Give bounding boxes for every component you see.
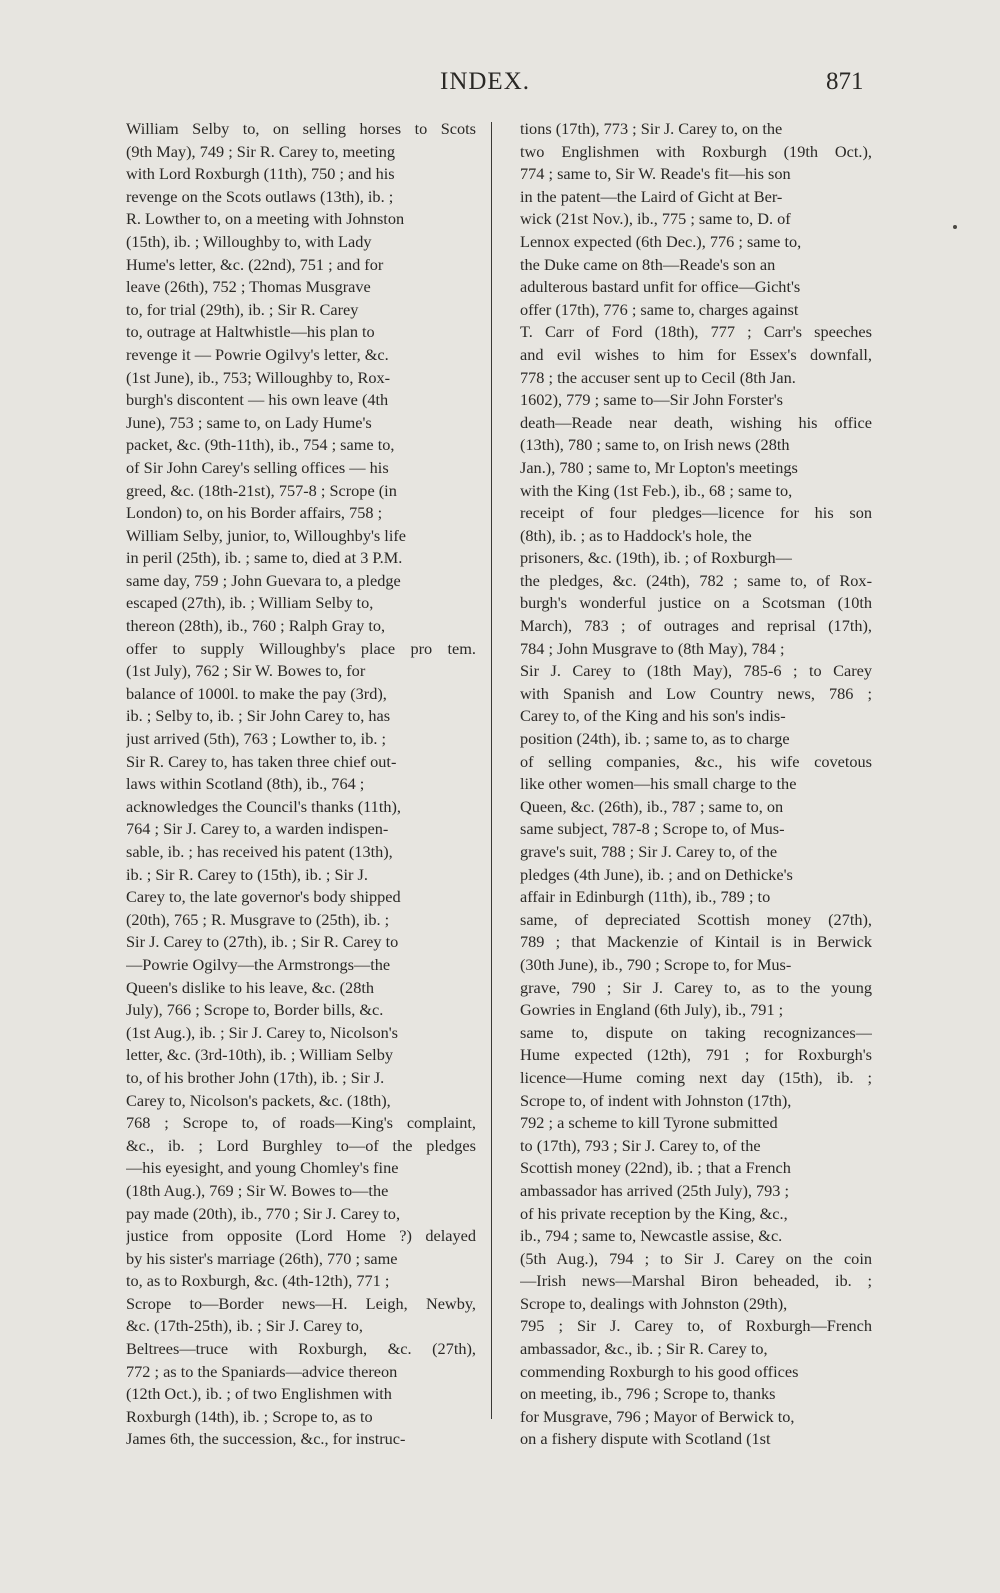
index-line: (1st Aug.), ib. ; Sir J. Carey to, Nicolson's bbox=[126, 1022, 399, 1042]
index-line: to, as to Roxburgh, &c. (4th-12th), 771 ; bbox=[126, 1271, 390, 1291]
index-line: in the patent—the Laird of Gicht at Ber- bbox=[520, 186, 783, 206]
index-line: offer (17th), 776 ; same to, charges against bbox=[520, 299, 799, 319]
index-line: of his private reception by the King, &c., bbox=[520, 1203, 788, 1223]
index-line: 772 ; as to the Spaniards—advice thereon bbox=[126, 1361, 398, 1381]
index-line: greed, &c. (18th-21st), 757-8 ; Scrope (in bbox=[126, 480, 397, 500]
index-line: —his eyesight, and young Chomley's fine bbox=[126, 1158, 399, 1178]
index-line: balance of 1000l. to make the pay (3rd), bbox=[126, 683, 387, 703]
index-line: March), 783 ; of outrages and reprisal (17th), bbox=[520, 616, 872, 636]
index-line: revenge it — Powrie Ogilvy's letter, &c. bbox=[126, 344, 389, 364]
index-line: justice from opposite (Lord Home ?) delayed bbox=[126, 1226, 476, 1246]
index-line: sable, ib. ; has received his patent (13th), bbox=[126, 842, 393, 861]
index-line: (15th), ib. ; Willoughby to, with Lady bbox=[126, 231, 372, 251]
index-line: to, for trial (29th), ib. ; Sir R. Carey bbox=[126, 299, 359, 319]
index-line: grave, 790 ; Sir J. Carey to, as to the young bbox=[520, 977, 872, 997]
index-line: 1602), 779 ; same to—Sir John Forster's bbox=[520, 390, 783, 410]
index-line: Beltrees—truce with Roxburgh, &c. (27th), bbox=[126, 1339, 476, 1359]
index-line: pay made (20th), ib., 770 ; Sir J. Carey to, bbox=[126, 1203, 401, 1223]
index-line: by his sister's marriage (26th), 770 ; same bbox=[126, 1248, 398, 1268]
index-line: (20th), 765 ; R. Musgrave to (25th), ib. ; bbox=[126, 909, 390, 929]
index-line: letter, &c. (3rd-10th), ib. ; William Selby bbox=[126, 1045, 393, 1065]
index-line: (13th), 780 ; same to, on Irish news (28th bbox=[520, 435, 790, 455]
index-line: wick (21st Nov.), ib., 775 ; same to, D. of bbox=[520, 209, 791, 229]
index-line: London) to, on his Border affairs, 758 ; bbox=[126, 503, 383, 523]
index-line: thereon (28th), ib., 760 ; Ralph Gray to, bbox=[126, 616, 386, 636]
left-column bbox=[126, 118, 476, 1451]
index-line: James 6th, the succession, &c., for instruc- bbox=[126, 1429, 406, 1449]
index-line: 774 ; same to, Sir W. Reade's fit—his son bbox=[520, 164, 791, 184]
index-line: &c., ib. ; Lord Burghley to—of the pledges bbox=[126, 1135, 476, 1155]
index-line: like other women—his small charge to the bbox=[520, 774, 797, 794]
index-line: in peril (25th), ib. ; same to, died at 3 P.M. bbox=[126, 548, 403, 568]
index-line: adulterous bastard unfit for office—Gicht's bbox=[520, 277, 801, 297]
index-line: 789 ; that Mackenzie of Kintail is in Berwick bbox=[520, 932, 872, 952]
index-line: (5th Aug.), 794 ; to Sir J. Carey on the coin bbox=[520, 1248, 872, 1268]
index-line: Sir R. Carey to, has taken three chief out- bbox=[126, 751, 397, 771]
index-line: T. Carr of Ford (18th), 777 ; Carr's speeches bbox=[520, 322, 872, 342]
index-line: acknowledges the Council's thanks (11th), bbox=[126, 796, 401, 816]
index-line: June), 753 ; same to, on Lady Hume's bbox=[126, 412, 372, 432]
index-line: (8th), ib. ; as to Haddock's hole, the bbox=[520, 525, 752, 545]
index-line: —Powrie Ogilvy—the Armstrongs—the bbox=[126, 954, 391, 974]
index-line: same subject, 787-8 ; Scrope to, of Mus- bbox=[520, 819, 785, 839]
index-line: 795 ; Sir J. Carey to, of Roxburgh—French bbox=[520, 1316, 872, 1336]
index-line: William Selby, junior, to, Willoughby's life bbox=[126, 525, 406, 545]
index-line: &c. (17th-25th), ib. ; Sir J. Carey to, bbox=[126, 1316, 363, 1336]
index-line: 792 ; a scheme to kill Tyrone submitted bbox=[520, 1113, 778, 1133]
index-line: ambassador has arrived (25th July), 793 ; bbox=[520, 1180, 790, 1200]
index-line: of selling companies, &c., his wife covetous bbox=[520, 751, 872, 771]
index-line: revenge on the Scots outlaws (13th), ib. ; bbox=[126, 186, 394, 206]
index-line: burgh's discontent — his own leave (4th bbox=[126, 390, 389, 410]
index-line: R. Lowther to, on a meeting with Johnston bbox=[126, 209, 405, 229]
index-line: 784 ; John Musgrave to (8th May), 784 ; bbox=[520, 638, 785, 658]
index-line: to (17th), 793 ; Sir J. Carey to, of the bbox=[520, 1135, 761, 1155]
index-line: (30th June), ib., 790 ; Scrope to, for Mus- bbox=[520, 954, 792, 974]
index-line: on meeting, ib., 796 ; Scrope to, thanks bbox=[520, 1384, 776, 1404]
index-line: Carey to, the late governor's body shipped bbox=[126, 887, 401, 907]
index-line: Scrope to, of indent with Johnston (17th), bbox=[520, 1090, 792, 1110]
index-line: same day, 759 ; John Guevara to, a pledge bbox=[126, 570, 401, 590]
index-line: with the King (1st Feb.), ib., 68 ; same to, bbox=[520, 480, 793, 500]
index-line: Lennox expected (6th Dec.), 776 ; same to, bbox=[520, 231, 802, 251]
index-line: grave's suit, 788 ; Sir J. Carey to, of the bbox=[520, 842, 778, 861]
index-line: Gowries in England (6th July), ib., 791 ; bbox=[520, 1000, 784, 1020]
index-line: Queen, &c. (26th), ib., 787 ; same to, on bbox=[520, 796, 784, 816]
index-line: Hume's letter, &c. (22nd), 751 ; and for bbox=[126, 254, 384, 274]
index-line: burgh's wonderful justice on a Scotsman (10th bbox=[520, 593, 872, 613]
index-line: Hume expected (12th), 791 ; for Roxburgh's bbox=[520, 1045, 872, 1065]
index-line: 764 ; Sir J. Carey to, a warden indispen- bbox=[126, 819, 389, 839]
index-line: (1st June), ib., 753; Willoughby to, Rox- bbox=[126, 367, 391, 387]
index-line: with Spanish and Low Country news, 786 ; bbox=[520, 683, 872, 703]
index-line: (18th Aug.), 769 ; Sir W. Bowes to—the bbox=[126, 1180, 389, 1200]
index-line: Scrope to—Border news—H. Leigh, Newby, bbox=[126, 1293, 476, 1313]
index-line: 778 ; the accuser sent up to Cecil (8th Jan. bbox=[520, 367, 796, 387]
index-line: prisoners, &c. (19th), ib. ; of Roxburgh— bbox=[520, 548, 792, 568]
index-line: just arrived (5th), 763 ; Lowther to, ib. ; bbox=[126, 729, 386, 749]
index-line: Carey to, Nicolson's packets, &c. (18th), bbox=[126, 1090, 391, 1110]
index-line: same to, dispute on taking recognizances— bbox=[520, 1022, 872, 1042]
index-line: Carey to, of the King and his son's indis- bbox=[520, 706, 786, 726]
index-line: Scrope to, dealings with Johnston (29th), bbox=[520, 1293, 788, 1313]
running-title: INDEX. bbox=[440, 68, 531, 95]
index-line: to, outrage at Haltwhistle—his plan to bbox=[126, 322, 375, 342]
index-line: the Duke came on 8th—Reade's son an bbox=[520, 254, 776, 274]
column-divider bbox=[491, 122, 492, 1419]
index-line: commending Roxburgh to his good offices bbox=[520, 1361, 799, 1381]
index-line: two Englishmen with Roxburgh (19th Oct.), bbox=[520, 141, 872, 161]
index-line: Sir J. Carey to (18th May), 785-6 ; to Carey bbox=[520, 661, 872, 681]
index-line: death—Reade near death, wishing his office bbox=[520, 412, 872, 432]
page-number: 871 bbox=[826, 68, 864, 95]
index-line: the pledges, &c. (24th), 782 ; same to, of Rox- bbox=[520, 570, 872, 590]
index-line: same, of depreciated Scottish money (27th), bbox=[520, 909, 872, 929]
index-line: with Lord Roxburgh (11th), 750 ; and his bbox=[126, 164, 395, 184]
print-speck bbox=[953, 225, 957, 229]
index-line: position (24th), ib. ; same to, as to charge bbox=[520, 729, 790, 749]
index-line: Roxburgh (14th), ib. ; Scrope to, as to bbox=[126, 1406, 373, 1426]
right-column bbox=[520, 118, 872, 1451]
index-line: laws within Scotland (8th), ib., 764 ; bbox=[126, 774, 365, 794]
index-line: Sir J. Carey to (27th), ib. ; Sir R. Carey to bbox=[126, 932, 399, 952]
index-line: William Selby to, on selling horses to Scots bbox=[126, 119, 476, 138]
index-line: of Sir John Carey's selling offices — his bbox=[126, 457, 389, 477]
index-line: to, of his brother John (17th), ib. ; Sir J. bbox=[126, 1067, 385, 1087]
index-line: (12th Oct.), ib. ; of two Englishmen with bbox=[126, 1384, 392, 1404]
index-line: ambassador, &c., ib. ; Sir R. Carey to, bbox=[520, 1339, 768, 1359]
index-line: offer to supply Willoughby's place pro tem. bbox=[126, 638, 476, 658]
index-line: —Irish news—Marshal Biron beheaded, ib. ; bbox=[520, 1271, 872, 1291]
index-line: (1st July), 762 ; Sir W. Bowes to, for bbox=[126, 661, 366, 681]
index-line: ib., 794 ; same to, Newcastle assise, &c. bbox=[520, 1226, 783, 1246]
index-line: affair in Edinburgh (11th), ib., 789 ; to bbox=[520, 887, 771, 907]
index-line: packet, &c. (9th-11th), ib., 754 ; same to, bbox=[126, 435, 395, 455]
index-line: escaped (27th), ib. ; William Selby to, bbox=[126, 593, 374, 613]
index-line: (9th May), 749 ; Sir R. Carey to, meeting bbox=[126, 141, 396, 161]
index-line: receipt of four pledges—licence for his son bbox=[520, 503, 872, 523]
index-line: leave (26th), 752 ; Thomas Musgrave bbox=[126, 277, 371, 297]
index-line: licence—Hume coming next day (15th), ib. ; bbox=[520, 1067, 872, 1087]
index-line: Queen's dislike to his leave, &c. (28th bbox=[126, 977, 375, 997]
index-line: ib. ; Selby to, ib. ; Sir John Carey to, has bbox=[126, 706, 391, 726]
index-line: pledges (4th June), ib. ; and on Dethicke's bbox=[520, 864, 793, 884]
index-line: 768 ; Scrope to, of roads—King's complaint, bbox=[126, 1113, 476, 1133]
index-line: July), 766 ; Scrope to, Border bills, &c. bbox=[126, 1000, 384, 1020]
index-line: Scottish money (22nd), ib. ; that a French bbox=[520, 1158, 791, 1178]
index-line: tions (17th), 773 ; Sir J. Carey to, on the bbox=[520, 119, 783, 138]
index-line: on a fishery dispute with Scotland (1st bbox=[520, 1429, 771, 1449]
index-line: ib. ; Sir R. Carey to (15th), ib. ; Sir J. bbox=[126, 864, 368, 884]
index-line: Jan.), 780 ; same to, Mr Lopton's meetings bbox=[520, 457, 798, 477]
index-line: and evil wishes to him for Essex's downfall, bbox=[520, 344, 872, 364]
index-line: for Musgrave, 796 ; Mayor of Berwick to, bbox=[520, 1406, 795, 1426]
